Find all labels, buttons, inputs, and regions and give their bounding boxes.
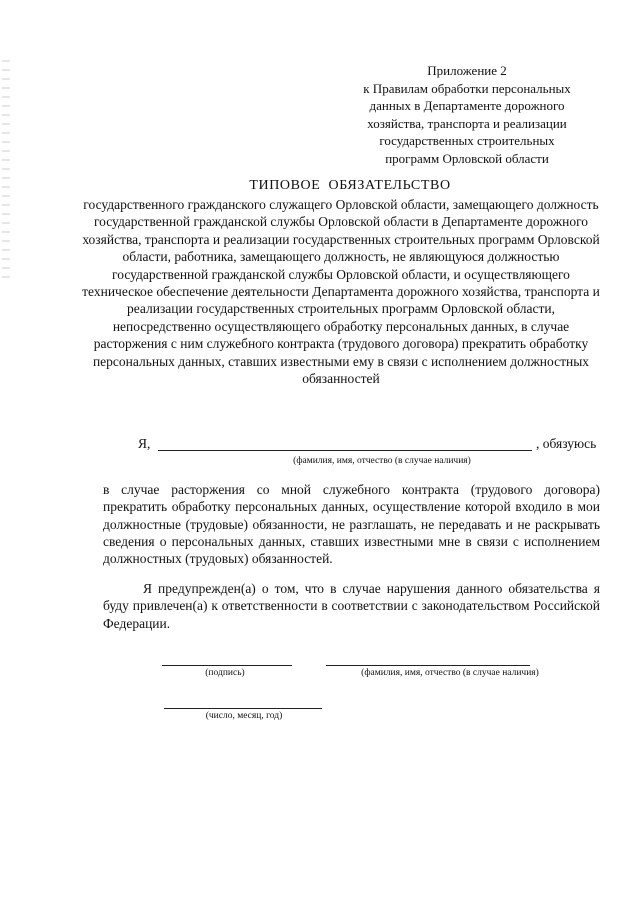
appendix-line: Приложение 2 <box>427 63 507 78</box>
scan-margin-artifact <box>2 60 10 280</box>
signer-name-caption: (фамилия, имя, отчество (в случае наличия) <box>293 456 471 466</box>
signer-line <box>138 436 608 454</box>
obligation-paragraph: в случае расторжения со мной служебного контракта (трудового договора) прекратить обработку персональных данных, осуществление которой входило в мои должностные (трудовые) обязанности, не разглашать, не передавать и не раскрывать сведения о персональных данных, ставших известными мне в связи с исполнением должностных (трудовых) обязанностей. <box>103 482 600 567</box>
appendix-line: данных в Департаменте дорожного <box>369 98 565 113</box>
signer-prefix: Я, <box>138 436 151 451</box>
document-subtitle: государственного гражданского служащего Орловской области, замещающего должность государственной гражданской службы Орловской области в Департаменте дорожного хозяйства, транспорта и реализации государственных строительных программ Орловской области, работника, замещающего должность, не являющуюся должностью государственной гражданской службы Орловской области, и осуществляющего техническое обеспечение деятельности Департамента дорожного хозяйства, транспорта и реализации государственных строительных программ Орловской области, непосредственно осуществляющего обработку персональных данных, в случае расторжения с ним служебного контракта (трудового договора) прекратить обработку персональных данных, ставших известными ему в связи с исполнением должностных обязанностей <box>82 197 600 387</box>
appendix-line: хозяйства, транспорта и реализации <box>367 115 567 131</box>
document-title: ТИПОВОЕ ОБЯЗАТЕЛЬСТВО <box>249 178 451 193</box>
date-caption: (число, месяц, год) <box>205 711 283 721</box>
warning-paragraph: Я предупрежден(а) о том, что в случае нарушения данного обязательства я буду привлечен(а) к ответственности в соответствии с законодательством Российской Федерации. <box>103 581 600 631</box>
date-field[interactable] <box>164 708 322 709</box>
appendix-line: программ Орловской области <box>385 150 549 166</box>
appendix-line: к Правилам обработки персональных <box>363 80 571 96</box>
signature-name-field[interactable] <box>326 665 530 666</box>
signer-suffix: , обязуюсь <box>536 436 597 451</box>
appendix-header <box>336 62 598 167</box>
signature-field[interactable] <box>162 665 292 666</box>
signer-name-field[interactable] <box>158 450 532 451</box>
appendix-line: государственных строительных <box>379 133 555 148</box>
signature-name-caption: (фамилия, имя, отчество (в случае наличия) <box>361 668 539 678</box>
signature-caption: (подпись) <box>205 668 245 678</box>
